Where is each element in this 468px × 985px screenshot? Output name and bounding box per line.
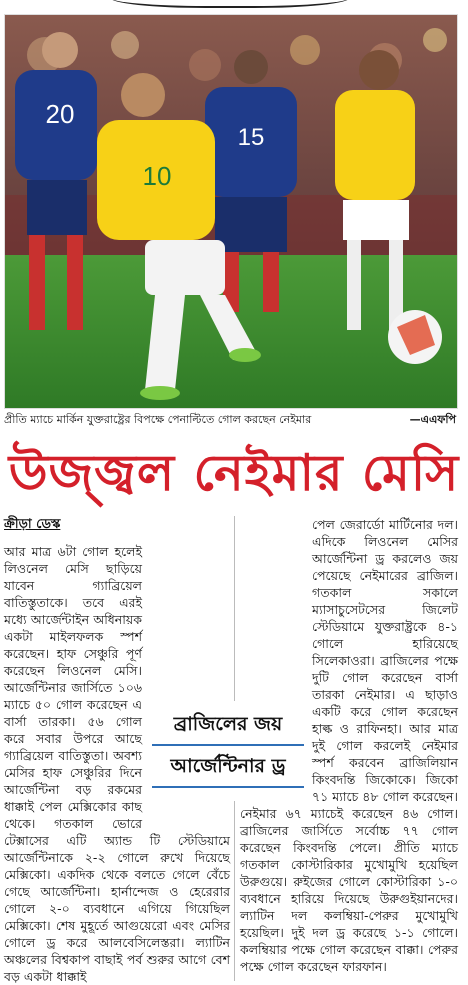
- byline: ক্রীড়া ডেস্ক: [4, 517, 61, 532]
- football: [388, 310, 442, 364]
- headline: উজ্জ্বল নেইমার মেসি: [8, 444, 460, 502]
- article-paragraph: পেল জেরার্ডো মার্টিনোর দল। এদিকে লিওনেল মেসির আর্জেন্টিনা ড্র করলেও জয় পেয়েছে নেইমারের ব্রাজিল। গতকাল সকালে ম্যাসাচুসেটসের জিলেট স্টেডিয়ামে যুক্তরাষ্ট্রকে ৪-১ গোলে হারিয়েছে সিলেকাওরা। ব্রাজিলের পক্ষে দুটি গোল করেছেন বার্সা তারকা নেইমার। এ ছাড়াও একটি করে গোল করেছেন হাল্ক ও রাফিনহা। আর মাত্র দুই গোল করলেই নেইমার স্পর্শ করবেন ব্রাজিলিয়ান কিংবদন্তি জিকোকে। জিকো ৭১ ম্যাচে ৪৮ গোল করেছেন। নেইমার ৬৭ ম্যাচেই করেছেন ৪৬ গোল। ব্রাজিলের জার্সিতে সর্বোচ্চ ৭৭ গোল করেছেন কিংবদন্তি পেলে। প্রীতি ম্যাচে গতকাল কোস্টারিকার মুখোমুখি হয়েছিল উরুগুয়ে। রুইজের গোলে কোস্টারিকা ১-০ ব্যবধানে হারিয়ে দিয়েছে উরুগুইয়ানদের। ল্যাটিন দল কলম্বিয়া-পেরুর মুখোমুখি হয়েছিল। দুই দল ড্র করেছে ১-১ গোলে। কলম্বিয়ার পক্ষে গোল করেছেন বাক্কা। পেরুর পক্ষে গোল করেছেন ফারফান।: [240, 517, 458, 974]
- pullquote-line-1: ব্রাজিলের জয়: [152, 704, 304, 746]
- decorative-curve: [110, 0, 350, 8]
- match-photo: [4, 14, 458, 409]
- page-top-border: [0, 0, 468, 14]
- match-photo-illustration: [5, 15, 457, 408]
- caption-text: প্রীতি ম্যাচে মার্কিন যুক্তরাষ্ট্রের বিপক্ষে পেনাল্টিতে গোল করছেন নেইমার: [4, 413, 312, 426]
- svg-text:20: 20: [45, 99, 75, 129]
- pullquote-line-2: আর্জেন্টিনার ড্র: [152, 746, 304, 788]
- pullquote: [150, 702, 306, 800]
- photo-caption: [4, 410, 456, 430]
- svg-text:15: 15: [237, 124, 265, 151]
- article-paragraph: আর মাত্র ৬টা গোল হলেই লিওনেল মেসি ছাড়িয়ে যাবেন গ্যাব্রিয়েল বাতিস্তুতাকে। তবে এরই মধ্যে আর্জেন্টাইন অধিনায়ক একটা মাইলফলক স্পর্শ করেছেন। হাফ সেঞ্চুরি পূর্ণ করেছেন লিওনেল মেসি। আর্জেন্টিনার জার্সিতে ১০৬ ম্যাচে ৫০ গোল করেছেন এ বার্সা তারকা। ৫৬ গোল করে সবার উপরে আছে গ্যাব্রিয়েল বাতিস্তুতা। অবশ্য মেসির হাফ সেঞ্চুরির দিনে আর্জেন্টিনা বড় রকমের ধাক্কাই পেল মেক্সিকোর কাছ থেকে। গতকাল ভোরে টেক্সাসের এটি অ্যান্ড টি স্টেডিয়ামে আর্জেন্টিনাকে ২-২ গোলে রুখে দিয়েছে মেক্সিকো। একদিক থেকে বলতে গেলে বেঁচে গেছে আর্জেন্টিনা। হার্নান্দেজ ও হেরেরার গোলে ২-০ ব্যবধানে এগিয়ে গিয়েছিল মেক্সিকো। শেষ মুহূর্তে আগুয়েরো এবং মেসির গোলে ড্র করে আলবেসিলেস্তরা। ল্যাটিন অঞ্চলের বিশ্বকাপ বাছাই পর্ব শুরুর আগে বেশ বড় একটা ধাক্কাই: [4, 544, 230, 984]
- svg-text:10: 10: [142, 161, 172, 191]
- photo-credit: —এএফপি: [409, 413, 456, 426]
